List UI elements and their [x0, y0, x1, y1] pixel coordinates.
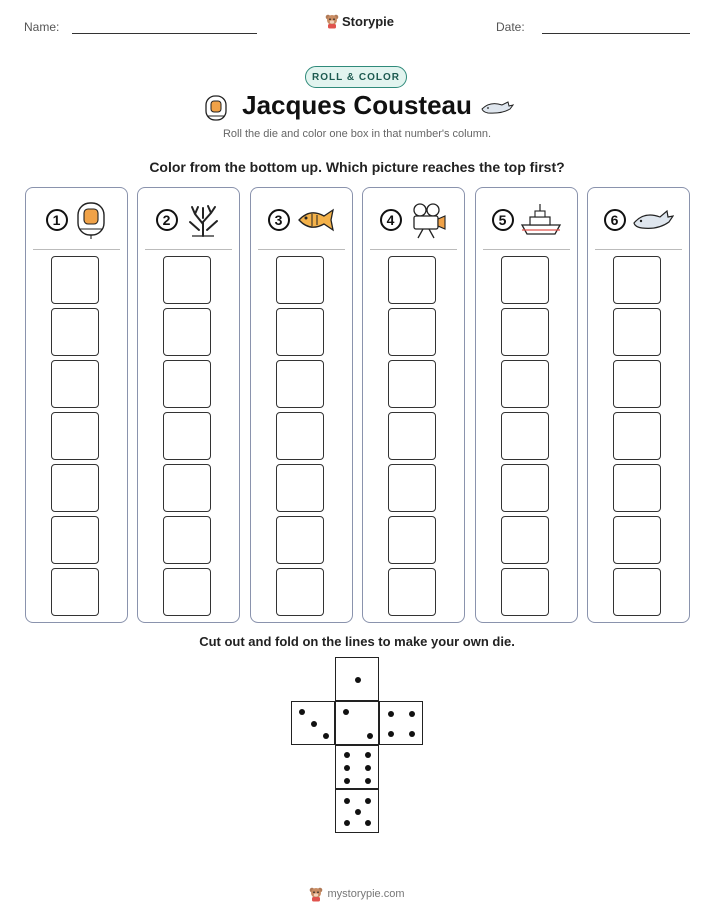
color-box[interactable] [51, 256, 99, 304]
color-box[interactable] [388, 360, 436, 408]
column-number: 6 [604, 209, 626, 231]
date-label: Date: [496, 20, 525, 34]
fish-icon [296, 206, 336, 234]
color-box[interactable] [613, 412, 661, 460]
color-box[interactable] [388, 568, 436, 616]
color-box[interactable] [163, 360, 211, 408]
pip [365, 765, 371, 771]
color-box[interactable] [501, 360, 549, 408]
pip [367, 733, 373, 739]
color-box[interactable] [276, 412, 324, 460]
color-box[interactable] [388, 256, 436, 304]
boat-icon [520, 203, 562, 237]
pip [409, 731, 415, 737]
pip [365, 752, 371, 758]
pip [299, 709, 305, 715]
pip [344, 778, 350, 784]
pip [355, 809, 361, 815]
color-box[interactable] [51, 516, 99, 564]
color-box[interactable] [163, 412, 211, 460]
color-box[interactable] [51, 568, 99, 616]
pip [365, 798, 371, 804]
brand-logo [325, 13, 394, 29]
column-6 [587, 187, 690, 623]
color-box[interactable] [388, 308, 436, 356]
color-box[interactable] [501, 464, 549, 512]
color-box[interactable] [163, 256, 211, 304]
bear-mascot-icon [325, 13, 339, 29]
pip [344, 765, 350, 771]
brand-name: Storypie [342, 13, 395, 29]
color-box[interactable] [613, 516, 661, 564]
die-face-5 [335, 789, 379, 833]
color-box[interactable] [501, 568, 549, 616]
color-box[interactable] [276, 568, 324, 616]
pip [344, 798, 350, 804]
column-divider [33, 249, 120, 250]
color-box[interactable] [276, 464, 324, 512]
pip [343, 709, 349, 715]
column-number: 4 [380, 209, 402, 231]
color-box[interactable] [276, 360, 324, 408]
die-face-3 [291, 701, 335, 745]
pip [365, 778, 371, 784]
color-box[interactable] [163, 308, 211, 356]
column-divider [258, 249, 345, 250]
color-box[interactable] [388, 464, 436, 512]
color-box[interactable] [51, 308, 99, 356]
column-divider [595, 249, 682, 250]
column-number: 3 [268, 209, 290, 231]
movie-camera-icon [408, 201, 448, 239]
page-title: Jacques Cousteau [242, 90, 472, 120]
color-box[interactable] [501, 412, 549, 460]
color-box[interactable] [51, 360, 99, 408]
column-1 [25, 187, 128, 623]
color-box[interactable] [388, 412, 436, 460]
footer [0, 886, 714, 902]
color-box[interactable] [163, 516, 211, 564]
whale-icon [480, 97, 514, 117]
color-box[interactable] [613, 568, 661, 616]
color-box[interactable] [613, 360, 661, 408]
die-face-1 [335, 657, 379, 701]
name-line[interactable] [72, 33, 257, 34]
pip [365, 820, 371, 826]
color-box[interactable] [613, 464, 661, 512]
instruction-text: Color from the bottom up. Which picture reaches the top first? [149, 159, 565, 175]
footer-url[interactable]: mystorypie.com [327, 888, 405, 900]
date-line[interactable] [542, 33, 690, 34]
pip [409, 711, 415, 717]
activity-badge: ROLL & COLOR [305, 66, 407, 88]
color-box[interactable] [613, 256, 661, 304]
column-divider [483, 249, 570, 250]
pip [355, 677, 361, 683]
page-subtitle: Roll the die and color one box in that number's column. [222, 128, 492, 140]
die-caption: Cut out and fold on the lines to make your own die. [199, 634, 515, 649]
column-number: 2 [156, 209, 178, 231]
column-3 [250, 187, 353, 623]
color-box[interactable] [163, 464, 211, 512]
column-divider [145, 249, 232, 250]
die-face-6 [335, 745, 379, 789]
pip [323, 733, 329, 739]
color-box[interactable] [388, 516, 436, 564]
column-5 [475, 187, 578, 623]
column-divider [370, 249, 457, 250]
color-box[interactable] [613, 308, 661, 356]
color-box[interactable] [501, 256, 549, 304]
color-box[interactable] [163, 568, 211, 616]
whale-icon [632, 205, 674, 235]
column-4 [362, 187, 465, 623]
bear-mascot-icon [309, 886, 323, 902]
color-box[interactable] [51, 412, 99, 460]
die-face-4 [379, 701, 423, 745]
color-box[interactable] [501, 308, 549, 356]
column-2 [137, 187, 240, 623]
column-number: 5 [492, 209, 514, 231]
pip [388, 711, 394, 717]
column-number: 1 [46, 209, 68, 231]
name-label: Name: [24, 20, 60, 34]
color-box[interactable] [276, 516, 324, 564]
pip [311, 721, 317, 727]
pip [344, 752, 350, 758]
pip [344, 820, 350, 826]
coral-icon [184, 202, 222, 238]
die-face-2 [335, 701, 379, 745]
diving-helmet-icon [74, 200, 108, 240]
pip [388, 731, 394, 737]
color-box[interactable] [501, 516, 549, 564]
color-box[interactable] [51, 464, 99, 512]
color-box[interactable] [276, 308, 324, 356]
color-box[interactable] [276, 256, 324, 304]
